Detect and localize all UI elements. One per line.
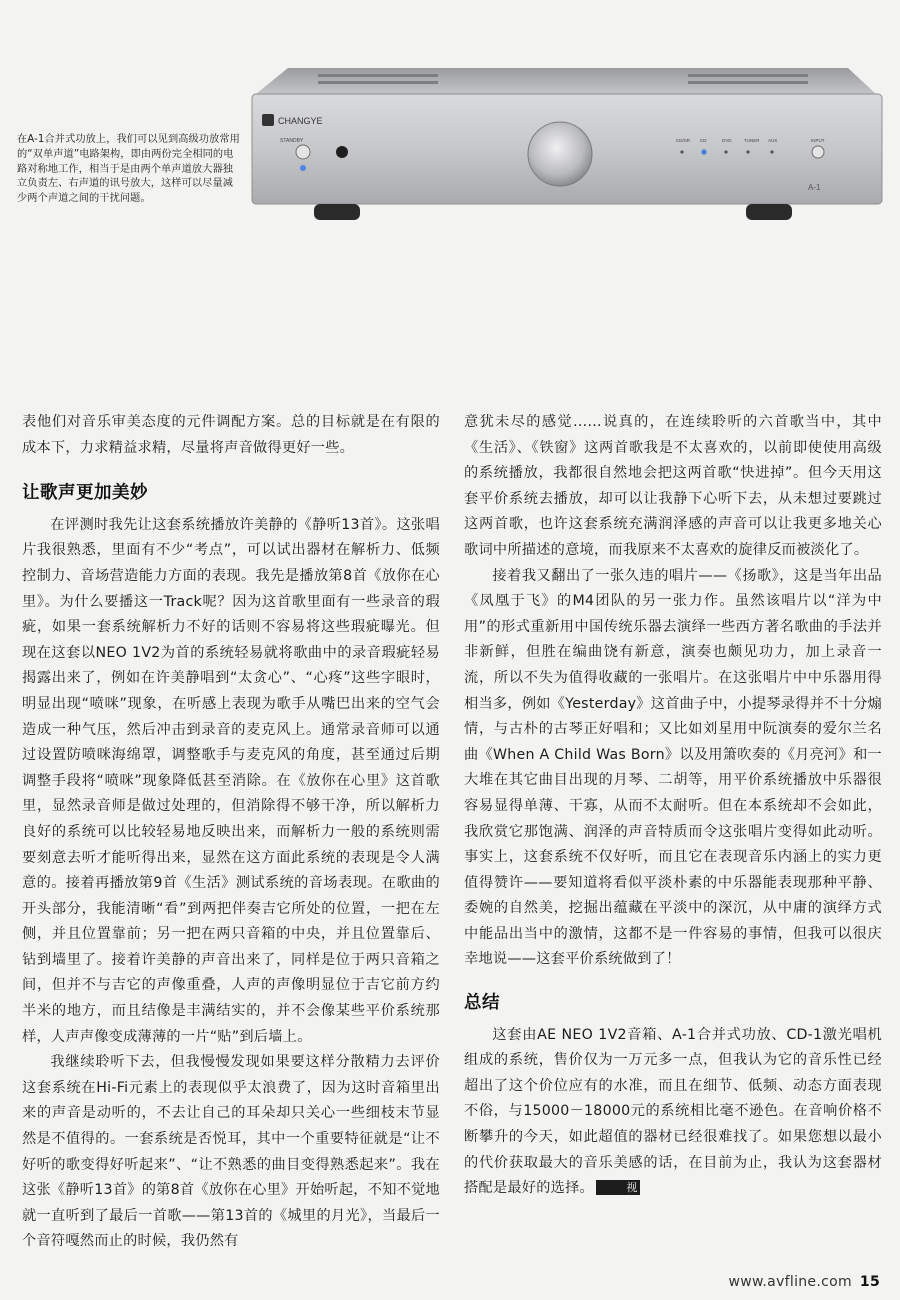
model-label: A-1: [808, 183, 821, 192]
footer-url: www.avfline.com: [728, 1274, 852, 1290]
paragraph: 在评测时我先让这套系统播放许美静的《静听13首》。这张唱片我很熟悉，里面有不少“考点”，可以试出器材在解析力、低频控制力、音场营造能力方面的表现。我先是播放第8首《放你在心里》。为什么要播这一Track呢？因为这首歌里面有一些录音的瑕疵，如果一套系统解析力不好的话则不容易将这些瑕疵曝光。但现在这套以NEO 1V2为首的系统轻易就将歌曲中的录音瑕疵轻易揭露出来了，例如在许美静唱到“太贪心”、“心疼”这些字眼时，明显出现“喷咪”现象，在听感上表现为歌手从嘴巴出来的空气会造成一种气压，然后冲击到录音的麦克风上。通常录音师可以通过设置防喷咪海绵罩，调整歌手与麦克风的角度，甚至通过后期调整手段将“喷咪”现象降低甚至消除。在《放你在心里》这首歌里，显然录音师是做过处理的，但消除得不够干净，所以解析力良好的系统可以比较轻易地反映出来，而解析力一般的系统则需要刻意去听才能听得出来，显然在这方面此系统的表现是令人满意的。接着再播放第9首《生活》测试系统的音场表现。在歌曲的开头部分，我能清晰“看”到两把伴奏吉它所处的位置，一把在左侧，并且位置靠前；另一把在两只音箱的中央，并且位置靠后、钻到墙里了。接着许美静的声音出来了，同样是位于两只音箱之间，但并不与吉它的声像重叠，人声的声像明显位于吉它前方约半米的地方，而且结像是丰满结实的，并不会像某些平价系统那样，人声声像变成薄薄的一片“贴”到后墙上。: [22, 516, 440, 1045]
input-select-button[interactable]: [812, 146, 824, 158]
paragraph: 意犹未尽的感觉……说真的，在连续聆听的六首歌当中，其中《生活》、《铁窗》这两首歌我是不太喜欢的，以前即使使用高级的系统播放，我都很自然地会把这两首歌“快进掉”。但今天用这套平价系统去播放，却可以让我静下心听下去，从未想过要跳过这两首歌，也许这套系统充满润泽感的声音可以让我更多地关心歌词中所描述的意境，而我原来不太喜欢的旋律反而被淡化了。: [464, 414, 882, 558]
section-heading: 总结: [464, 993, 500, 1014]
conclusion-text: 这套由AE NEO 1V2音箱、A-1合并式功放、CD-1激光唱机组成的系统，售价仅为一万元多一点，但我认为它的音乐性已经超出了这个价位应有的水准，而且在细节、低频、动态方面表现不俗，与15000－18000元的系统相比毫不逊色。在音响价格不断攀升的今天，如此超值的器材已经很难找了。如果您想以最小的代价获取最大的音乐美感的话，在目前为止，我认为这套器材搭配是最好的选择。: [464, 1026, 882, 1197]
section-heading: 让歌声更加美妙: [22, 483, 148, 504]
headphone-jack-icon: [336, 146, 348, 158]
amp-foot-right: [746, 204, 792, 220]
page-footer: [728, 1274, 880, 1290]
right-column: [464, 410, 882, 1202]
input-label-2: CD: [700, 138, 707, 143]
input-label-3: DVD: [722, 138, 732, 143]
standby-label: STANDBY: [280, 138, 304, 144]
left-column: [22, 410, 440, 1255]
input-label-4: TUNER: [744, 138, 760, 143]
paragraph: 我继续聆听下去，但我慢慢发现如果要这样分散精力去评价这套系统在Hi-Fi元素上的表现似乎太浪费了，因为这时音箱里出来的声音是动听的，不去让自己的耳朵却只关心一些细枝末节显然是不值得的。一套系统是否悦耳，其中一个重要特征就是“让不好听的歌变得好听起来”、“让不熟悉的曲目变得熟悉起来”。我在这张《静听13首》的第8首《放你在心里》开始听起，不知不觉地就一直听到了最后一首歌——第13首的《城里的月光》，当最后一个音符嘎然而止的时候，我仍然有: [22, 1054, 440, 1250]
amplifier-photo: [248, 62, 886, 232]
end-mark: 视: [596, 1180, 640, 1195]
photo-caption: 在A-1合并式功放上，我们可以见到高级功放常用的“双单声道”电路架构，即由两份完全相同的电路对称地工作，相当于是由两个单声道放大器独立负责左、右声道的讯号放大，这样可以尽量减少两个声道之间的干扰问题。: [17, 134, 240, 205]
amp-foot-left: [314, 204, 360, 220]
changye-logo: [262, 114, 323, 126]
input-label-5: AUX: [768, 138, 778, 143]
input-label-1: CD/SR: [676, 138, 691, 143]
paragraph: 接着我又翻出了一张久违的唱片——《扬歌》，这是当年出品《凤凰于飞》的M4团队的另一张力作。虽然该唱片以“洋为中用”的形式重新用中国传统乐器去演绎一些西方著名歌曲的手法并非新鲜，但胜在编曲饶有新意，演奏也颇见功力，加上录音一流，所以不失为值得收藏的一张唱片。在这张唱片中中乐器用得相当多，例如《Yesterday》这首曲子中，小提琴录得并不十分煽情，与古朴的古琴正好唱和；又比如刘星用中阮演奏的爱尔兰名曲《When A Child Was Born》以及用箫吹奏的《月亮河》和一大堆在其它曲目出现的月琴、二胡等，用平价系统播放中乐器很容易显得单薄、干寡，从而不太耐听。但在本系统却不会如此，我欣赏它那饱满、润泽的声音特质而令这张唱片变得如此动听。事实上，这套系统不仅好听，而且它在表现音乐内涵上的实力更值得赞许——要知道将看似平淡朴素的中乐器能表现那种平静、委婉的自然美，挖掘出蕴藏在平淡中的深沉，从中庸的演绎方式中能品出当中的激情，这都不是一件容易的事情，但我可以很庆幸地说——这套平价系统做到了！: [464, 567, 882, 968]
paragraph: [464, 1023, 882, 1202]
page-number: 15: [859, 1274, 880, 1290]
volume-knob[interactable]: [528, 122, 592, 186]
svg-text:CHANGYE: CHANGYE: [278, 116, 323, 126]
power-led-icon: [300, 165, 306, 171]
standby-button[interactable]: [296, 145, 310, 159]
input-selector-label: INPUT: [811, 138, 825, 143]
paragraph: 表他们对音乐审美态度的元件调配方案。总的目标就是在有限的成本下，力求精益求精，尽量将声音做得更好一些。: [22, 414, 440, 456]
